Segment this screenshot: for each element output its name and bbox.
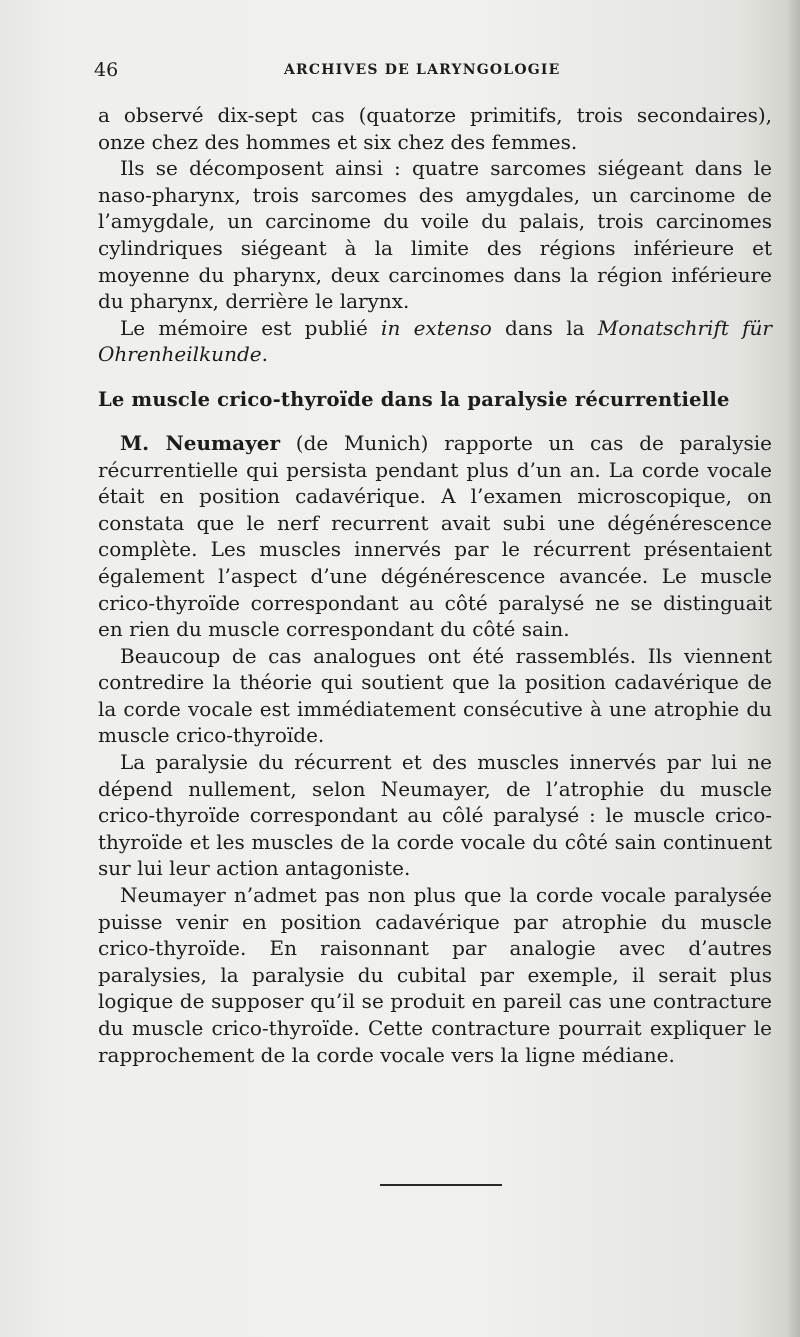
section-end-rule [380, 1184, 502, 1186]
publication-text-middle: dans la [491, 315, 598, 340]
section-heading: Le muscle crico-thyroïde dans la paralysie récurrentielle [98, 387, 730, 411]
paragraph-text: La paralysie du récurrent et des muscles innervés par lui ne dépend nullement, selon Neumayer, de l’atrophie du muscle crico-thyroïde correspondant au côlé paralysé : le muscle crico-thyroïde et les muscles de la corde vocale du côté sain continuent sur lui leur action antagoniste. [98, 750, 772, 881]
paragraph-text: Neumayer n’admet pas non plus que la corde vocale paralysée puisse venir en position cadavérique par atrophie du muscle crico-thyroïde. En raisonnant par analogie avec d’autres paralysies, la paralysie du cubital par exemple, il serait plus logique de supposer qu’il se produit en pareil cas une contracture du muscle crico-thyroïde. Cette contracture pourrait expliquer le rapprochement de la corde vocale vers la ligne médiane. [98, 883, 772, 1067]
paragraph-text: (de Munich) rapporte un cas de paralysie récurrentielle qui persista pendant plus d’un an. La corde vocale était en position cadavérique. A l’examen microscopique, on constata que le nerf recurrent avait subi une dégénérescence complète. Les muscles innervés par le récurrent présentaient également l’aspect d’une dégénérescence avancée. Le muscle crico-thyroïde correspondant au côté paralysé ne se distinguait en rien du muscle correspondant du côté sain. [98, 430, 772, 642]
paragraph-case-breakdown [98, 155, 772, 315]
paragraph-text: Beaucoup de cas analogues ont été rassemblés. Ils viennent contredire la théorie qui soutient que la position cadavérique de la corde vocale est immédiatement consécutive à une atrophie du muscle crico-thyroïde. [98, 643, 772, 748]
running-title: ARCHIVES DE LARYNGOLOGIE [284, 62, 561, 78]
page-header [94, 58, 774, 88]
paragraph-neumayer-case [98, 430, 772, 643]
paragraph-publication [98, 315, 772, 368]
paragraph-case-count [98, 102, 772, 155]
paragraph-contracture [98, 882, 772, 1068]
page-edge-shadow [786, 0, 800, 1337]
publication-text-before: Le mémoire est publié [120, 315, 382, 340]
italic-in-extenso: in extenso [381, 315, 492, 340]
publication-text-after: . [261, 342, 268, 367]
paragraph-analogous-cases [98, 643, 772, 749]
article-body [98, 102, 772, 1068]
paragraph-text: Ils se décomposent ainsi : quatre sarcomes siégeant dans le naso-pharynx, trois sarcomes des amygdales, un carcinome de l’amygdale, un carcinome du voile du palais, trois carcinomes cylindriques siégeant à la limite des régions inférieure et moyenne du pharynx, deux carcinomes dans la région inférieure du pharynx, derrière le larynx. [98, 156, 772, 314]
paragraph-atrophy [98, 749, 772, 882]
page-number: 46 [94, 59, 119, 81]
italic-journal-title: Monatschrift für Ohrenheilkunde [98, 315, 772, 367]
paragraph-text: a observé dix-sept cas (quatorze primitifs, trois secondaires), onze chez des hommes et six chez des femmes. [98, 103, 772, 154]
author-name: M. Neumayer [120, 430, 281, 455]
